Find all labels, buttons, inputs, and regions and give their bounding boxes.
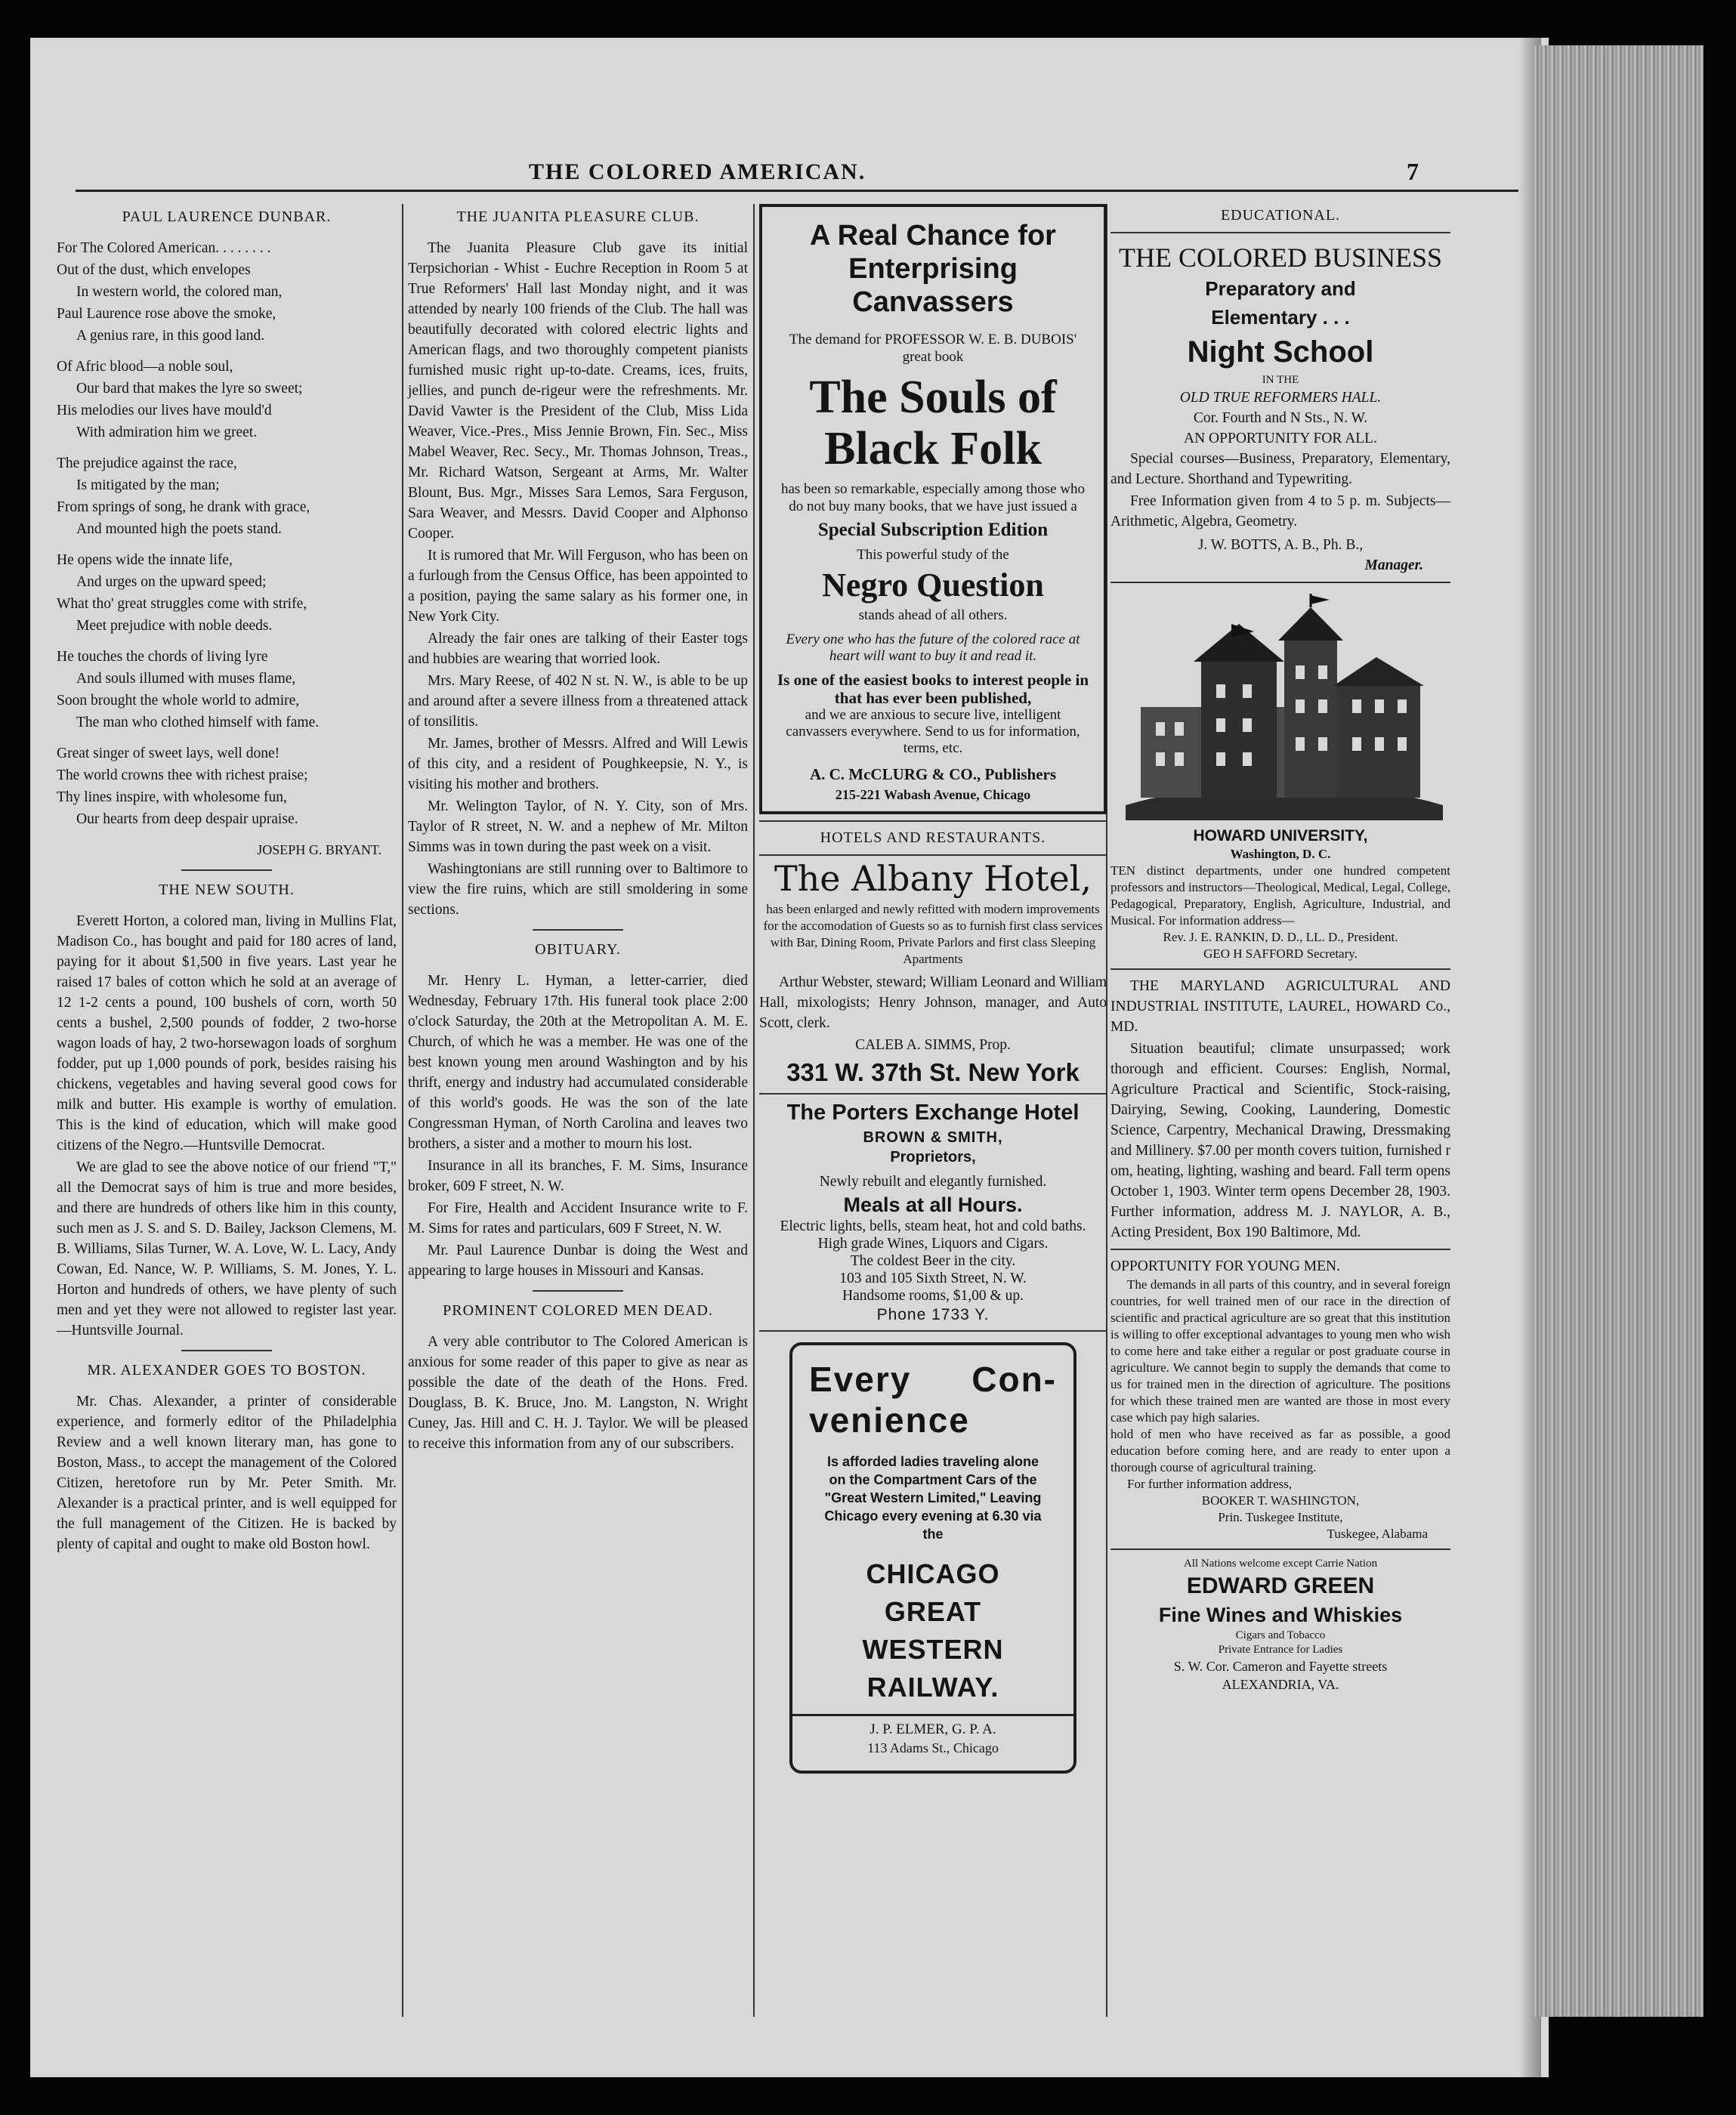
column-rule-1 <box>402 204 403 2017</box>
porters-line: 103 and 105 Sixth Street, N. W. <box>839 1271 1027 1286</box>
tuskegee-role: Prin. Tuskegee Institute, <box>1218 1510 1343 1524</box>
business-opportunity: AN OPPORTUNITY FOR ALL. <box>1184 431 1377 446</box>
poem-line: The man who clothed himself with fame. <box>76 715 320 730</box>
chicago-great-western-ad <box>789 1342 1077 1774</box>
article-paragraph: For Fire, Health and Accident Insurance write to F. M. Sims for rates and particulars, 609 F Street, N. W. <box>408 1200 748 1237</box>
article-paragraph: Mr. Chas. Alexander, a printer of considerable experience, and formerly editor of the Philadelphia Review and a well known literary man, has gone to Boston, Mass., to accept the management of the Colored Citizen, heretofore run by Mr. Peter Smith. Mr. Alexander is a practical printer, and is well equipped for the full management of the Citizen. He is backed by plenty of capital and ought to make old Boston howl. <box>57 1394 397 1552</box>
business-in-the: IN THE <box>1262 374 1299 386</box>
poem-line: And souls illumed with muses flame, <box>76 671 296 687</box>
masthead <box>76 155 1518 200</box>
business-paragraph: Free Information given from 4 to 5 p. m. Subjects—Arithmetic, Algebra, Geometry. <box>1110 493 1450 530</box>
poem-line: From springs of song, he drank with grace, <box>57 499 310 515</box>
article-paragraph: It is rumored that Mr. Will Ferguson, who has been on a furlough from the Census Office, has been appointed to a position, paying the same salary as his former one, in New York City. <box>408 548 748 625</box>
poem-line: What tho' great struggles come with strife, <box>57 596 307 612</box>
article-paragraph: We are glad to see the above notice of our friend "T," all the Democrat says of him is true and more besides, and there are hundreds of others like him in this county, such men as J. S. and S. D. Bailey, Jackson Clemens, M. B. Williams, Silas Turner, W. A. Love, W. L. Lacy, Andy Cowan, Ed. Nance, W. P. Williams, S. M. Jones, Y. L. Horton and hundreds of others, we have plenty of such men and yet they were not allowed to register last year. —Huntsville Journal. <box>57 1159 397 1338</box>
poem-line: Our hearts from deep despair upraise. <box>76 811 298 827</box>
stanza-1 <box>57 260 397 346</box>
ad-italic: Every one who has the future of the colored race at heart will want to buy it and read it. <box>786 631 1080 664</box>
porters-meals: Meals at all Hours. <box>843 1193 1023 1216</box>
poem-line: Of Afric blood—a noble soul, <box>57 359 233 375</box>
tuskegee-paragraph: hold of men who have received as far as possible, a good education before coming here, and are ready to enter upon a thorough course of agricultural training. <box>1110 1427 1450 1474</box>
ad-body: This powerful study of the <box>857 547 1009 563</box>
business-school-title: THE COLORED BUSINESS <box>1118 242 1443 273</box>
business-sub: Elementary . . . <box>1211 306 1350 329</box>
poem-line: His melodies our lives have mould'd <box>57 403 272 418</box>
ad-publisher: A. C. McCLURG & CO., Publishers <box>809 765 1057 783</box>
porters-line: The coldest Beer in the city. <box>850 1253 1016 1269</box>
column-2 <box>408 204 748 1456</box>
howard-university-engraving <box>1110 594 1450 820</box>
cgw-body: Is afforded ladies traveling alone on the Compartment Cars of the "Great Western Limited," Leaving Chicago every evening at 6.30 via the <box>824 1454 1042 1542</box>
poem-line: Meet prejudice with noble deeds. <box>76 618 273 634</box>
poem-line: Is mitigated by the man; <box>76 477 220 493</box>
poem-line: The world crowns thee with richest praise; <box>57 767 308 783</box>
hotel-name: The Albany Hotel, <box>774 858 1092 899</box>
stanza-6 <box>57 743 397 829</box>
page-number: 7 <box>1407 158 1419 185</box>
porters-props: Proprietors, <box>890 1149 976 1166</box>
business-hall: OLD TRUE REFORMERS HALL. <box>1179 390 1382 406</box>
article-title: THE NEW SOUTH. <box>159 882 295 898</box>
article-title: OBITUARY. <box>535 941 621 958</box>
tuskegee-name: BOOKER T. WASHINGTON, <box>1201 1493 1360 1508</box>
hotel-staff: Arthur Webster, steward; William Leonard and William Hall, mixologists; Henry Johnson, manager, and Auto Scott, clerk. <box>759 974 1107 1031</box>
stanza-5 <box>57 647 397 733</box>
tuskegee-title: OPPORTUNITY FOR YOUNG MEN. <box>1110 1258 1340 1274</box>
stanza-4 <box>57 550 397 636</box>
poem <box>57 238 397 829</box>
green-name: EDWARD GREEN <box>1186 1573 1375 1598</box>
section-heading: EDUCATIONAL. <box>1220 207 1341 224</box>
poem-line: He opens wide the innate life, <box>57 552 233 568</box>
porters-line: Newly rebuilt and elegantly furnished. <box>819 1174 1047 1190</box>
green-line: Fine Wines and Whiskies <box>1158 1604 1403 1626</box>
howard-place: Washington, D. C. <box>1230 847 1331 861</box>
poem-byline: For The Colored American. . . . . . . . <box>57 240 271 256</box>
divider <box>181 1350 272 1351</box>
porters-owners: BROWN & SMITH, <box>863 1129 1003 1146</box>
article-paragraph: Everett Horton, a colored man, living in Mullins Flat, Madison Co., has bought and paid for 180 acres of land, paying for it about $1,500 in five years. Last year he raised 17 bales of cotton which he sold at an average of 12 1-2 cents a pound, 100 bushels of corn, worth 50 cents a bushel, 2,500 pounds of fodder, 2 two-horse wagon loads of hay, 2 two-horsewagon loads of sorghum fodder, put up 1,000 pounds of pork, besides raising his chickens, vegetables and having several good cows for milk and butter. His example is worthy of emulation. This is the kind of education, which will make good citizens of the Negro.—Huntsville Democrat. <box>57 913 397 1153</box>
divider <box>533 1290 623 1292</box>
poem-line: The prejudice against the race, <box>57 455 237 471</box>
column-1 <box>57 204 397 1556</box>
porters-phone: Phone 1733 Y. <box>876 1306 990 1323</box>
night-school: Night School <box>1187 335 1374 369</box>
ad-bold: Is one of the easiest books to interest people in that has ever been published, <box>777 671 1089 707</box>
howard-president: Rev. J. E. RANKIN, D. D., LL. D., President. <box>1163 930 1398 944</box>
porters-line: Electric lights, bells, steam heat, hot and cold baths. <box>780 1218 1086 1234</box>
volume-page-edges <box>1534 45 1704 2017</box>
ad-body: stands ahead of all others. <box>858 607 1008 623</box>
porters-hotel-name: The Porters Exchange Hotel <box>786 1101 1080 1125</box>
article-paragraph: Washingtonians are still running over to Baltimore to view the fire ruins, which are still smoldering in some sections. <box>408 861 748 918</box>
stanza-2 <box>57 357 397 443</box>
article-paragraph: Insurance in all its branches, F. M. Sims, Insurance broker, 609 F street, N. W. <box>408 1158 748 1194</box>
ad-address: 215-221 Wabash Avenue, Chicago <box>835 787 1031 802</box>
poem-line: Our bard that makes the lyre so sweet; <box>76 381 303 397</box>
poem-line: A genius rare, in this good land. <box>76 328 265 344</box>
poem-line: Paul Laurence rose above the smoke, <box>57 306 276 322</box>
souls-of-black-folk-ad <box>759 204 1107 814</box>
green-cigars: Cigars and Tobacco <box>1235 1629 1326 1641</box>
maryland-heading: THE MARYLAND AGRICULTURAL AND INDUSTRIAL INSTITUTE, LAUREL, HOWARD Co., MD. <box>1110 978 1450 1035</box>
divider <box>181 869 272 871</box>
cgw-agent: J. P. ELMER, G. P. A. <box>870 1721 996 1737</box>
article-paragraph: Mr. James, brother of Messrs. Alfred and Will Lewis of this city, and a resident of Poughkeepsie, N. Y., is visiting his mother and brothers. <box>408 736 748 792</box>
hotel-body: has been enlarged and newly refitted with modern improvements for the accomodation of Guests so as to furnish first class services with Bar, Dining Room, Private Parlors and first class Sleeping Apartments <box>763 902 1103 966</box>
tuskegee-place: Tuskegee, Alabama <box>1327 1527 1428 1541</box>
green-ladies: Private Entrance for Ladies <box>1218 1644 1343 1656</box>
article-title: PROMINENT COLORED MEN DEAD. <box>443 1302 713 1319</box>
article-paragraph: Mr. Welington Taylor, of N. Y. City, son of Mrs. Taylor of R street, N. W. and a nephew of Mr. Milton Simms was in town during the past week on a visit. <box>408 798 748 855</box>
masthead-rule <box>76 190 1518 192</box>
ad-intro: The demand for PROFESSOR W. E. B. DUBOIS' great book <box>789 332 1077 365</box>
tuskegee-paragraph: The demands in all parts of this country, and in several foreign countries, for well trained men of our race in the direction of scientific and practical agriculture are so great that this institution is willing to offer exceptional advantages to young men who wish to come here and take either a regular or post graduate course in agriculture. We cannot begin to supply the demands that come to us for trained men in the direction of agriculture. The positions for which these trained men are wanted are those in most every case which pay high salaries. <box>1110 1277 1450 1425</box>
article-paragraph: Mr. Paul Laurence Dunbar is doing the West and appearing to large houses in Missouri and Kansas. <box>408 1243 748 1279</box>
ad-body: and we are anxious to secure live, intelligent canvassers everywhere. Send to us for information, terms, etc. <box>786 707 1080 756</box>
article-paragraph: Mrs. Mary Reese, of 402 N st. N. W., is able to be up and around after a severe illness from a threatened attack of tonsilitis. <box>408 673 748 730</box>
business-paragraph: Special courses—Business, Preparatory, Elementary, and Lecture. Shorthand and Typewriting. <box>1110 451 1450 487</box>
article-paragraph: A very able contributor to The Colored American is anxious for some reader of this paper to give as near as possible the date of the death of the Hons. Fred. Douglass, B. K. Bruce, Jno. M. Langston, N. Wright Cuney, Jas. Hill and C. H. J. Taylor. We will be pleased to receive this information from any of our subscribers. <box>408 1334 748 1452</box>
business-signature: J. W. BOTTS, A. B., Ph. B., <box>1197 537 1364 553</box>
column-3 <box>759 204 1107 1774</box>
hotel-address: 331 W. 37th St. New York <box>786 1058 1080 1086</box>
poem-line: In western world, the colored man, <box>76 284 283 300</box>
newspaper-title: THE COLORED AMERICAN. <box>529 159 866 184</box>
stanza-3 <box>57 453 397 539</box>
column-rule-2 <box>753 204 755 2017</box>
maryland-paragraph: Situation beautiful; climate unsurpassed; work thorough and efficient. Courses: English, Normal, Agriculture Practical and Scientific, Stock-raising, Dairying, Sewing, Cooking, Laundering, Domestic Science, Carpentry, Mechanical Drawing, Dressmaking and Millinery. $7.00 per month covers tuition, furnished r om, heating, lighting, washing and beard. Fall term opens October 1, 1903. Winter term opens December 28, 1903. Further information, address M. J. NAYLOR, A. B., Acting President, Box 190 Baltimore, Md. <box>1110 1041 1450 1240</box>
divider <box>533 929 623 931</box>
poem-title: PAUL LAURENCE DUNBAR. <box>122 208 332 225</box>
porters-line: Handsome rooms, $1,00 & up. <box>842 1288 1024 1304</box>
railway-logo: CHICAGO GREAT WESTERN RAILWAY. <box>862 1558 1004 1703</box>
howard-body: TEN distinct departments, under one hundred competent professors and instructors—Theological, Medical, Legal, College, Pedagogical, Preparatory, English, Agriculture, Industrial, and Musical. For information address— <box>1110 863 1450 928</box>
poem-line: And mounted high the poets stand. <box>76 521 282 537</box>
hotel-prop: CALEB A. SIMMS, Prop. <box>855 1037 1011 1053</box>
poem-line: Out of the dust, which envelopes <box>57 262 251 278</box>
article-title: THE JUANITA PLEASURE CLUB. <box>456 208 700 225</box>
tuskegee-paragraph: For further information address, <box>1127 1477 1293 1491</box>
ad-body: has been so remarkable, especially among those who do not buy many books, that we have just issued a <box>780 481 1086 514</box>
green-address: S. W. Cor. Cameron and Fayette streets <box>1173 1659 1388 1674</box>
poem-line: Great singer of sweet lays, well done! <box>57 746 280 761</box>
column-4 <box>1110 204 1450 1694</box>
article-paragraph: Already the fair ones are talking of their Easter togs and hubbies are wearing that worried look. <box>408 631 748 667</box>
article-title: MR. ALEXANDER GOES TO BOSTON. <box>87 1362 366 1379</box>
green-city: ALEXANDRIA, VA. <box>1222 1677 1339 1692</box>
cgw-headline: Every Con- venience <box>809 1360 1057 1440</box>
poem-line: Soon brought the whole world to admire, <box>57 693 300 709</box>
howard-secretary: GEO H SAFFORD Secretary. <box>1203 946 1358 961</box>
article-paragraph: The Juanita Pleasure Club gave its initial Terpsichorian - Whist - Euchre Reception in Room 5 at True Reformers' Hall last Monday night, and it was attended by nearly 100 friends of the Club. The hall was beautifully decorated with colored electric lights and American flags, and two thoroughly competent pianists furnished music right up-to-date. Creams, ices, fruits, jellies, and punch de-rigeur were the refreshments. Mr. David Vawter is the President of the Club, Miss Lida Weaver, Vice.-Pres., Miss Jennie Brown, Fin. Sec., Miss Mabel Weaver, Rec. Secy., Mr. Thomas Johnson, Treas., Mr. Richard Watson, Sergeant at Arms, Mr. Walter Blount, Bus. Mgr., Misses Sara Lemos, Sara Ferguson, Sara Weaver, and Messrs. David Cooper and Alphonso Cooper. <box>408 240 748 542</box>
poem-author: JOSEPH G. BRYANT. <box>257 842 381 857</box>
poem-line: And urges on the upward speed; <box>76 574 267 590</box>
ad-headline: A Real Chance for Enterprising Canvassers <box>810 220 1056 318</box>
ad-edition: Special Subscription Edition <box>817 520 1049 540</box>
ad-subject: Negro Question <box>822 567 1044 604</box>
article-paragraph: Mr. Henry L. Hyman, a letter-carrier, died Wednesday, February 17th. His funeral took place 2:00 o'clock Saturday, the 20th at the Metropolitan A. M. E. Church, of which he was a member. He was one of the best known young men around Washington and by his thrift, energy and industry had accumulated considerable of this world's goods. He was the son of the late Congressman Hyman, of North Carolina and leaves two brothers, a sister and a mother to mourn his lost. <box>408 973 748 1152</box>
business-role: Manager. <box>1364 557 1423 573</box>
green-tagline: All Nations welcome except Carrie Nation <box>1183 1558 1378 1570</box>
cgw-address: 113 Adams St., Chicago <box>867 1740 999 1755</box>
howard-name: HOWARD UNIVERSITY, <box>1193 827 1368 844</box>
poem-line: He touches the chords of living lyre <box>57 649 268 665</box>
porters-line: High grade Wines, Liquors and Cigars. <box>817 1236 1049 1252</box>
business-address: Cor. Fourth and N Sts., N. W. <box>1193 410 1368 426</box>
poem-line: With admiration him we greet. <box>76 425 258 440</box>
section-heading: HOTELS AND RESTAURANTS. <box>820 829 1046 846</box>
poem-line: Thy lines inspire, with wholesome fun, <box>57 789 287 805</box>
business-sub: Preparatory and <box>1205 277 1356 300</box>
book-title: The Souls of Black Folk <box>809 372 1057 474</box>
